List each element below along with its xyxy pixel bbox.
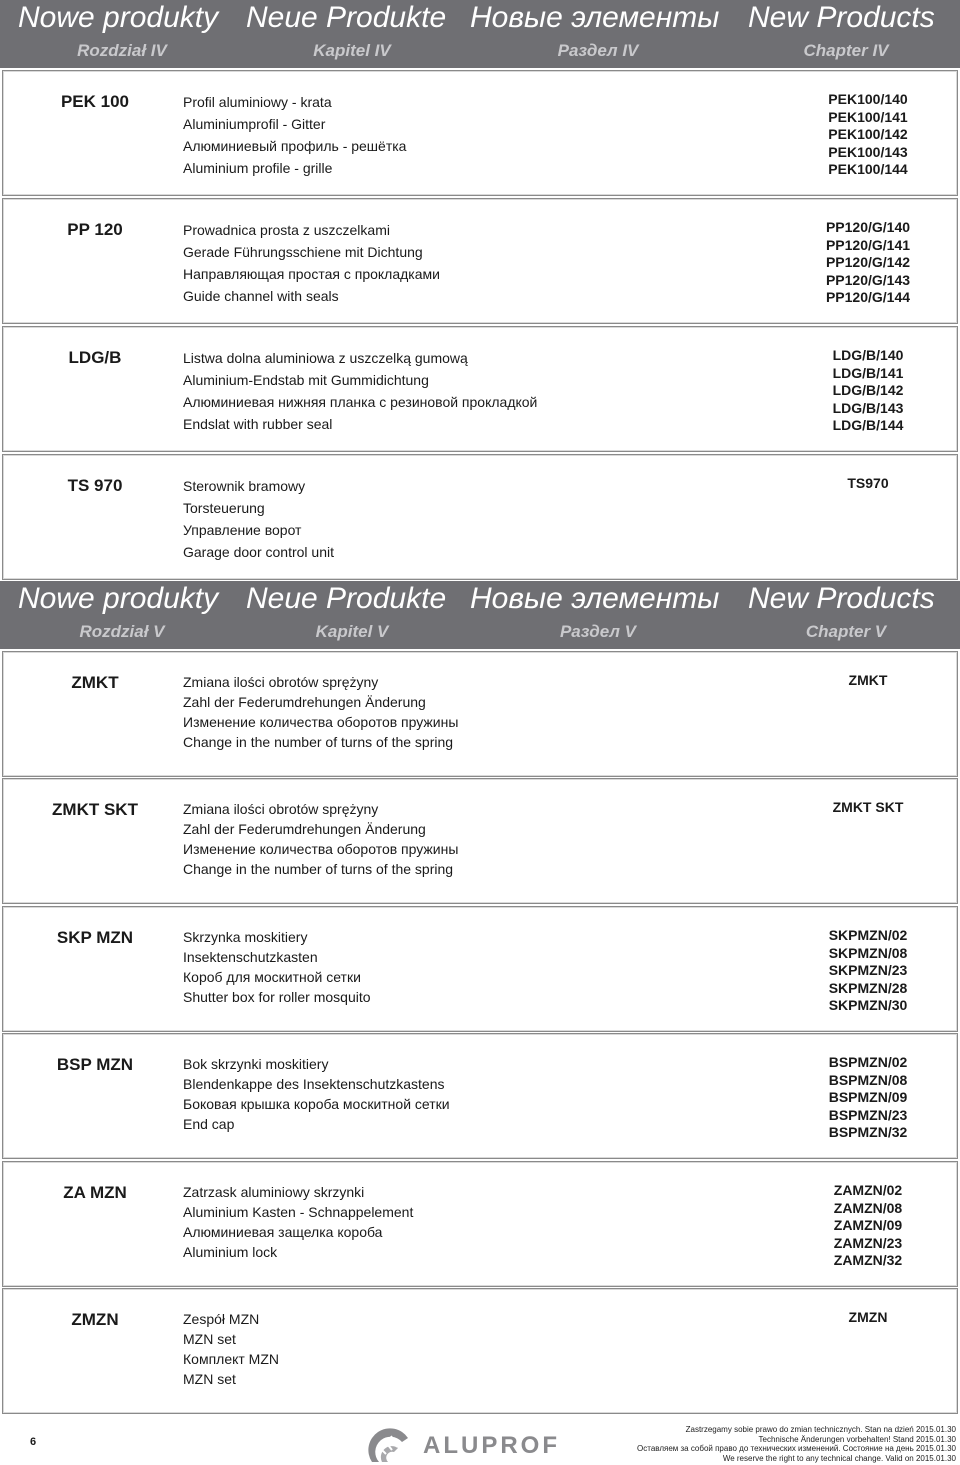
description-line: Aluminiumprofil - Gitter bbox=[183, 116, 326, 132]
description-line: Torsteuerung bbox=[183, 500, 265, 516]
description-line: Shutter box for roller mosquito bbox=[183, 989, 371, 1005]
page-number: 6 bbox=[30, 1436, 37, 1448]
description-line: Endslat with rubber seal bbox=[183, 416, 333, 432]
description-line: Change in the number of turns of the spring bbox=[183, 734, 454, 750]
product-description bbox=[183, 1309, 743, 1389]
product-row bbox=[2, 1161, 958, 1287]
disclaimer bbox=[637, 1425, 956, 1463]
section-title-ru: Новые элементы bbox=[470, 1, 720, 34]
section-subtitle-de: Kapitel IV bbox=[313, 41, 391, 60]
description-line: Zahl der Federumdrehungen Änderung bbox=[183, 694, 426, 710]
product-row bbox=[2, 198, 958, 324]
description-line: Zmiana ilości obrotów sprężyny bbox=[183, 674, 379, 690]
reference-code: PP120/G/144 bbox=[825, 289, 911, 305]
section-subtitle-en: Chapter V bbox=[805, 622, 887, 641]
section-title-de: Neue Produkte bbox=[246, 1, 447, 34]
product-description bbox=[183, 672, 743, 752]
product-code: LDG/B bbox=[68, 348, 122, 367]
product-row bbox=[2, 651, 958, 777]
reference-code: ZMKT SKT bbox=[832, 799, 904, 815]
section-title-en: New Products bbox=[748, 1, 935, 34]
reference-code: SKPMZN/30 bbox=[828, 997, 908, 1013]
product-row bbox=[2, 778, 958, 904]
reference-code: ZAMZN/02 bbox=[833, 1182, 903, 1198]
description-line: Gerade Führungsschiene mit Dichtung bbox=[183, 244, 423, 260]
product-code: ZMKT bbox=[71, 673, 119, 692]
reference-code: BSPMZN/23 bbox=[828, 1106, 908, 1123]
description-line: Aluminium Kasten - Schnappelement bbox=[183, 1204, 414, 1220]
reference-code: PEK100/144 bbox=[828, 161, 908, 177]
section-subtitle-pl: Rozdział V bbox=[79, 622, 165, 641]
product-description bbox=[183, 347, 743, 435]
disclaimer-line-ru: Оставляем за собой право до технических изменений. Состояние на день 2015.01.30 bbox=[637, 1444, 956, 1453]
section-title-ru: Новые элементы bbox=[470, 582, 720, 615]
description-line: Изменение количества оборотов пружины bbox=[183, 841, 459, 857]
description-line: Sterownik bramowy bbox=[183, 478, 306, 494]
reference-code: SKPMZN/02 bbox=[828, 927, 908, 943]
section-subtitle-de: Kapitel V bbox=[315, 622, 389, 641]
reference-code: SKPMZN/23 bbox=[828, 962, 908, 978]
product-code: PP 120 bbox=[67, 220, 123, 239]
description-line: Change in the number of turns of the spring bbox=[183, 861, 454, 877]
product-row bbox=[2, 1288, 958, 1414]
reference-code: PEK100/141 bbox=[828, 108, 908, 125]
section-title-pl: Nowe produkty bbox=[18, 1, 219, 34]
reference-code: TS970 bbox=[847, 475, 889, 491]
section-title-de: Neue Produkte bbox=[246, 582, 447, 615]
reference-code: BSPMZN/02 bbox=[828, 1054, 908, 1070]
product-references bbox=[773, 1182, 960, 1270]
reference-code: PP120/G/142 bbox=[825, 254, 911, 270]
section-v-header bbox=[0, 581, 960, 649]
product-references bbox=[773, 91, 960, 179]
description-line: Короб для москитной сетки bbox=[183, 969, 361, 985]
product-code: PEK 100 bbox=[60, 92, 130, 111]
product-description bbox=[183, 1182, 743, 1262]
product-references bbox=[773, 347, 960, 435]
description-line: Zmiana ilości obrotów sprężyny bbox=[183, 801, 379, 817]
description-line: Комплект MZN bbox=[183, 1351, 280, 1367]
section-subtitle-pl: Rozdział IV bbox=[77, 41, 167, 60]
product-references bbox=[773, 1054, 960, 1142]
reference-code: ZMKT bbox=[848, 672, 888, 688]
reference-code: SKPMZN/28 bbox=[828, 979, 908, 996]
reference-code: SKPMZN/08 bbox=[828, 944, 908, 961]
description-line: Алюминиевая защелка короба bbox=[183, 1224, 383, 1240]
description-line: Garage door control unit bbox=[183, 544, 334, 560]
product-code: BSP MZN bbox=[56, 1055, 134, 1074]
description-line: Aluminium lock bbox=[183, 1244, 278, 1260]
section-subtitle-ru: Раздел V bbox=[559, 622, 637, 641]
description-line: Skrzynka moskitiery bbox=[183, 929, 308, 945]
product-references bbox=[773, 927, 960, 1015]
product-row bbox=[2, 906, 958, 1032]
description-line: Zahl der Federumdrehungen Änderung bbox=[183, 821, 426, 837]
disclaimer-line-de: Technische Änderungen vorbehalten! Stand 2015.01.30 bbox=[758, 1434, 956, 1444]
section-subtitle-en: Chapter IV bbox=[803, 41, 889, 60]
description-line: Insektenschutzkasten bbox=[183, 949, 318, 965]
reference-code: ZAMZN/32 bbox=[833, 1252, 903, 1268]
product-row bbox=[2, 1033, 958, 1159]
product-code: TS 970 bbox=[67, 476, 123, 495]
product-description bbox=[183, 799, 743, 879]
reference-code: ZAMZN/09 bbox=[833, 1217, 903, 1233]
description-line: Aluminium-Endstab mit Gummidichtung bbox=[183, 372, 429, 388]
brand-name: ALUPROF bbox=[423, 1432, 560, 1459]
description-line: Listwa dolna aluminiowa z uszczelką gumową bbox=[183, 350, 468, 366]
section-title-pl: Nowe produkty bbox=[18, 582, 219, 615]
disclaimer-line-en: We reserve the right to any technical change. Valid on 2015.01.30 bbox=[722, 1453, 956, 1463]
description-line: Алюминиевая нижняя планка с резиновой прокладкой bbox=[183, 394, 538, 410]
description-line: Aluminium profile - grille bbox=[183, 160, 333, 176]
product-row bbox=[2, 454, 958, 580]
product-description bbox=[183, 927, 743, 1007]
reference-code: PEK100/143 bbox=[828, 143, 908, 160]
description-line: Guide channel with seals bbox=[183, 288, 339, 304]
product-row bbox=[2, 70, 958, 196]
product-description bbox=[183, 1054, 743, 1134]
section-title-en: New Products bbox=[748, 582, 935, 615]
description-line: Zatrzask aluminiowy skrzynki bbox=[183, 1184, 365, 1200]
reference-code: BSPMZN/09 bbox=[828, 1089, 908, 1105]
product-references bbox=[773, 1309, 960, 1327]
product-code: ZMKT SKT bbox=[52, 800, 138, 819]
reference-code: LDG/B/140 bbox=[832, 347, 904, 363]
reference-code: LDG/B/141 bbox=[832, 364, 904, 381]
description-line: Bok skrzynki moskitiery bbox=[183, 1056, 329, 1072]
product-description bbox=[183, 475, 743, 563]
aluprof-logo bbox=[368, 1424, 588, 1464]
description-line: Изменение количества оборотов пружины bbox=[183, 714, 459, 730]
product-code: SKP MZN bbox=[56, 928, 134, 947]
reference-code: PP120/G/140 bbox=[825, 219, 911, 235]
reference-code: ZMZN bbox=[848, 1309, 888, 1325]
description-line: MZN set bbox=[183, 1371, 236, 1387]
reference-code: PP120/G/141 bbox=[825, 236, 911, 253]
aluprof-logo-icon bbox=[368, 1424, 416, 1464]
description-line: Blendenkappe des Insektenschutzkastens bbox=[183, 1076, 445, 1092]
reference-code: PP120/G/143 bbox=[825, 271, 911, 288]
section-subtitle-ru: Раздел IV bbox=[557, 41, 639, 60]
description-line: Управление ворот bbox=[183, 522, 302, 538]
reference-code: ZAMZN/08 bbox=[833, 1199, 903, 1216]
product-references bbox=[773, 475, 960, 493]
description-line: End cap bbox=[183, 1116, 235, 1132]
reference-code: BSPMZN/32 bbox=[828, 1124, 908, 1140]
reference-code: ZAMZN/23 bbox=[833, 1234, 903, 1251]
description-line: Боковая крышка короба москитной сетки bbox=[183, 1096, 450, 1112]
reference-code: LDG/B/142 bbox=[832, 382, 904, 398]
description-line: MZN set bbox=[183, 1331, 236, 1347]
reference-code: PEK100/140 bbox=[828, 91, 908, 107]
product-references bbox=[773, 219, 960, 307]
description-line: Profil aluminiowy - krata bbox=[183, 94, 332, 110]
section-iv-header bbox=[0, 0, 960, 68]
product-description bbox=[183, 219, 743, 307]
product-references bbox=[773, 672, 960, 690]
product-code: ZMZN bbox=[71, 1310, 119, 1329]
description-line: Алюминиевый профиль - решётка bbox=[183, 138, 407, 154]
disclaimer-line-pl: Zastrzegamy sobie prawo do zmian technicznych. Stan na dzień 2015.01.30 bbox=[685, 1425, 956, 1434]
reference-code: PEK100/142 bbox=[828, 126, 908, 142]
product-code: ZA MZN bbox=[63, 1183, 127, 1202]
reference-code: LDG/B/144 bbox=[832, 417, 904, 433]
description-line: Prowadnica prosta z uszczelkami bbox=[183, 222, 390, 238]
reference-code: LDG/B/143 bbox=[832, 399, 904, 416]
description-line: Zespół MZN bbox=[183, 1311, 260, 1327]
product-description bbox=[183, 91, 743, 179]
product-references bbox=[773, 799, 960, 817]
product-row bbox=[2, 326, 958, 452]
description-line: Направляющая простая с прокладками bbox=[183, 266, 440, 282]
reference-code: BSPMZN/08 bbox=[828, 1071, 908, 1088]
